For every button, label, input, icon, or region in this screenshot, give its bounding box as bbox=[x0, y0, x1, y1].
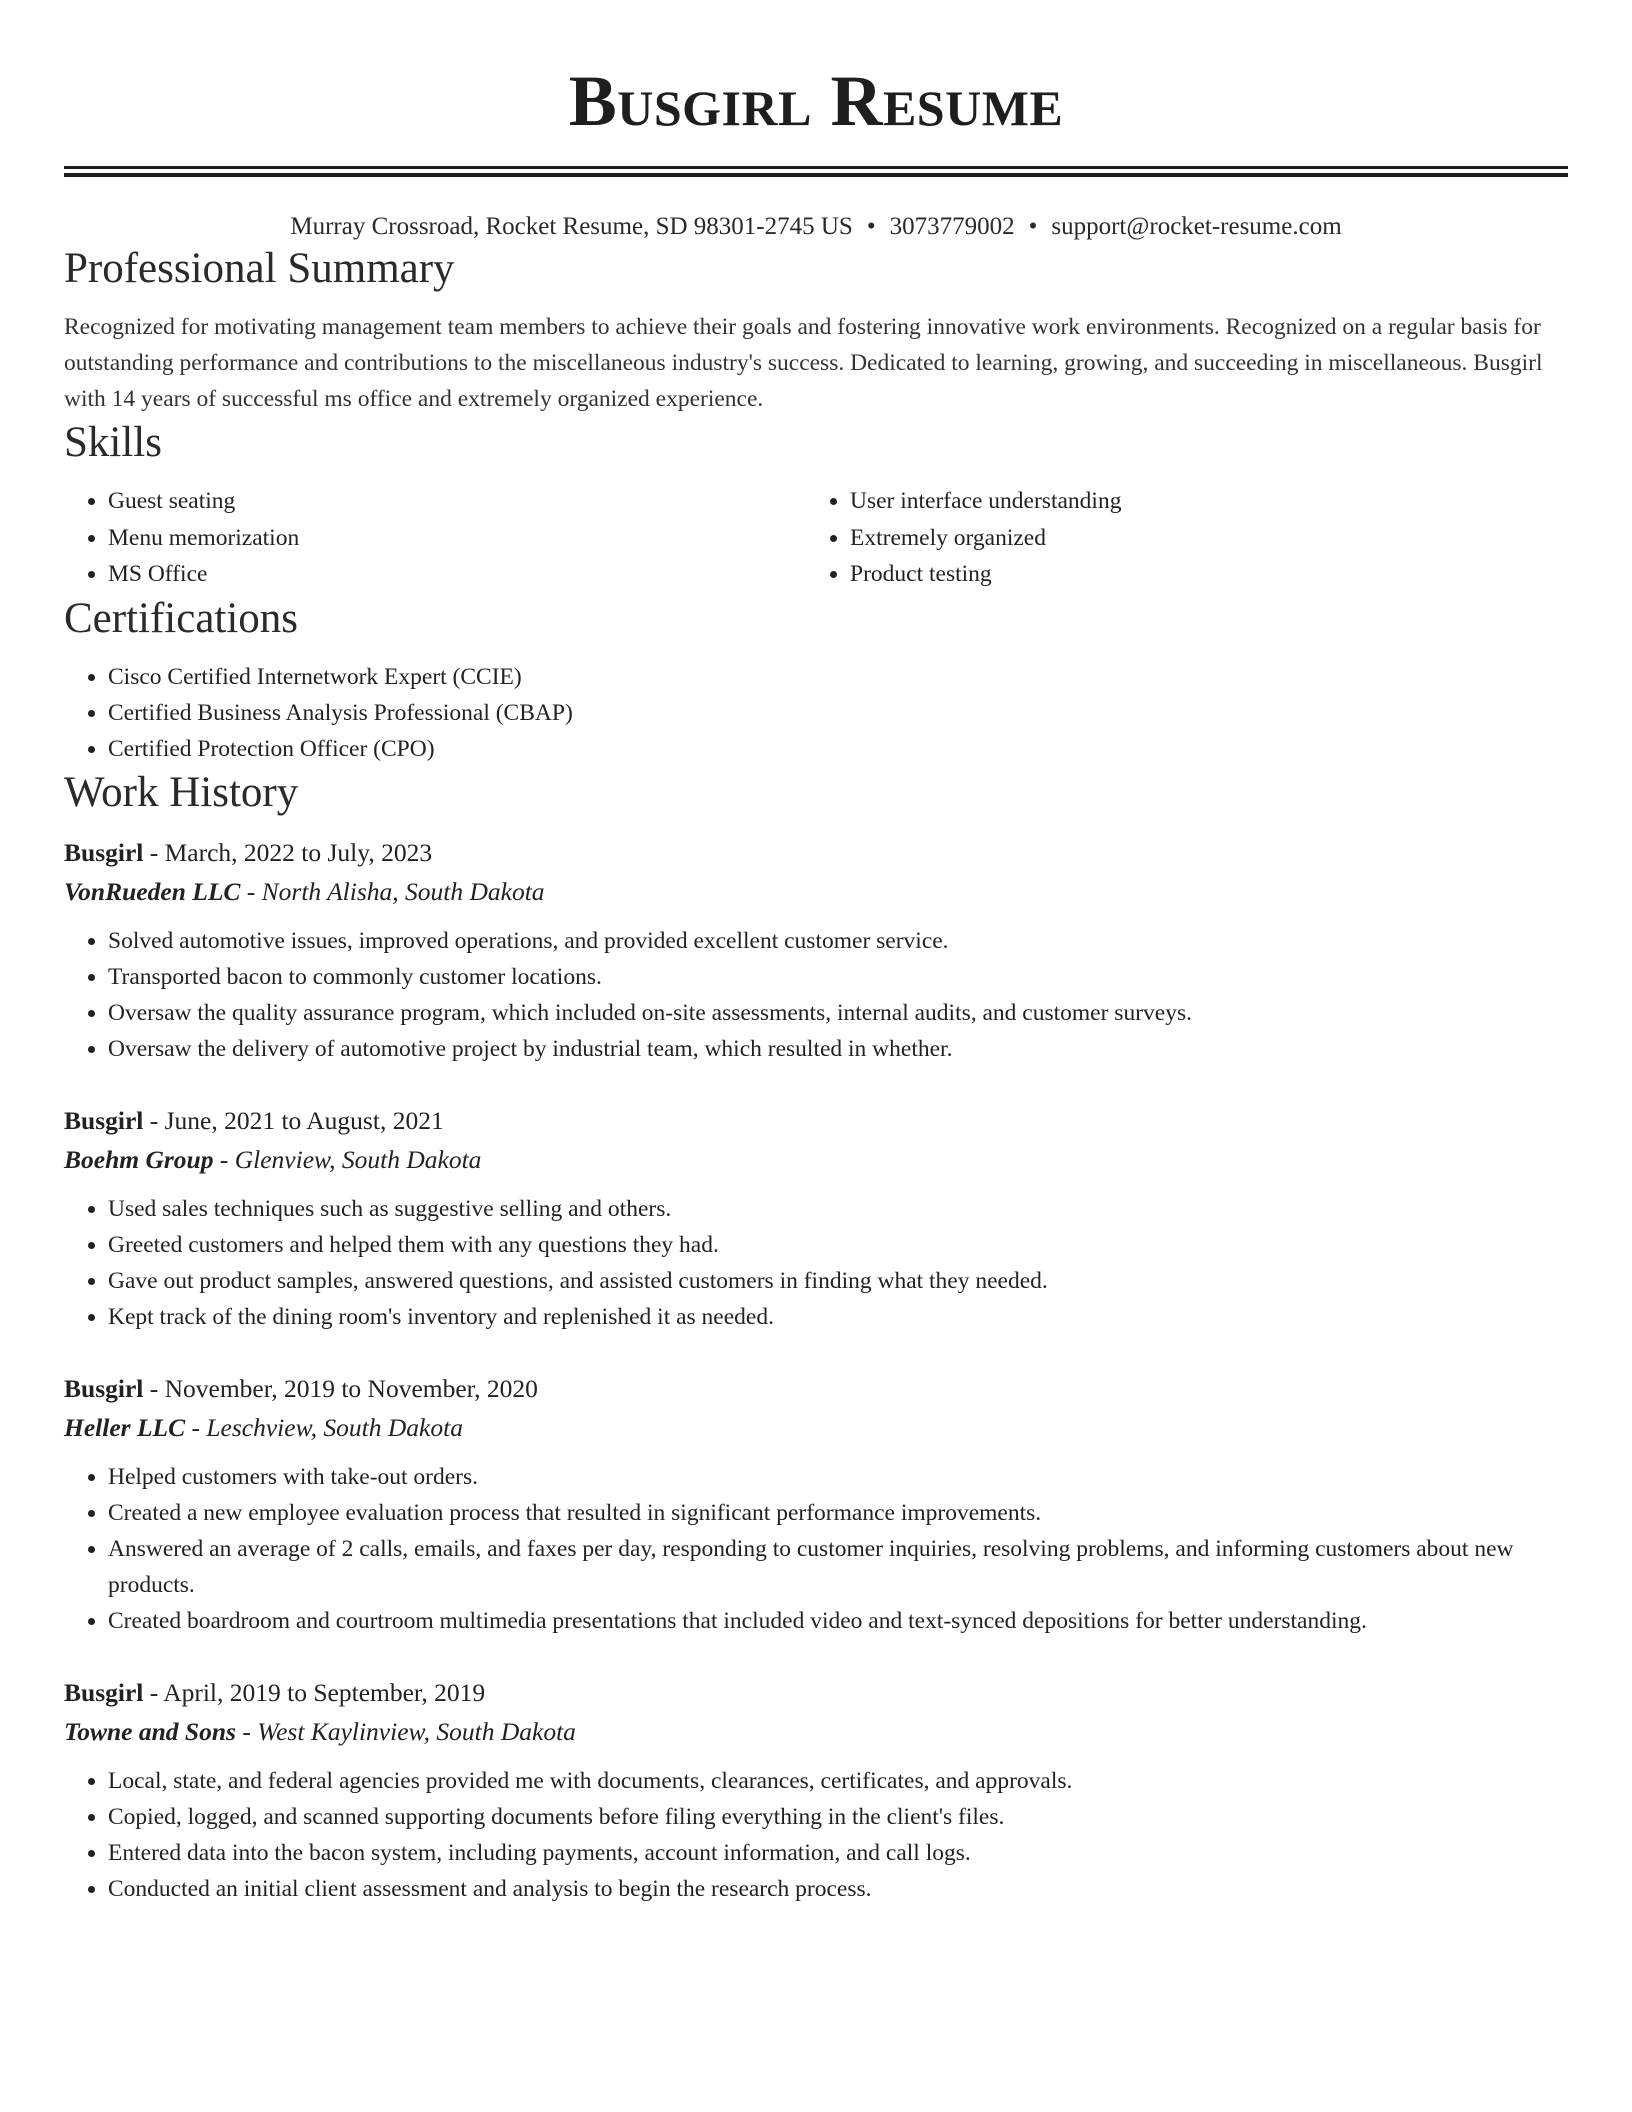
skill-item: • Extremely organized bbox=[850, 520, 1548, 557]
summary-text: Recognized for motivating management team members to achieve their goals and fostering innovative work environments. Recognized on a regular basis for outstanding performance and contributions to the miscellaneous industry's success. Dedicated to learning, growing, and succeeding in miscellaneous. Busgirl with 14 years of successful ms office and extremely organized experience. bbox=[64, 314, 1543, 412]
resume-name: Busgirl Resume bbox=[568, 61, 1064, 141]
job-company: Heller LLC bbox=[64, 1412, 186, 1442]
job-bullet: • Copied, logged, and scanned supporting documents before filing everything in the client's files. bbox=[108, 1799, 1568, 1835]
job-dates: - June, 2021 to August, 2021 bbox=[143, 1105, 444, 1135]
job-bullet: • Created a new employee evaluation process that resulted in significant performance improvements. bbox=[108, 1495, 1568, 1531]
skills-grid bbox=[64, 483, 1568, 593]
certifications-heading: Certifications bbox=[64, 594, 299, 642]
job-role: Busgirl bbox=[64, 1105, 144, 1135]
job-company: Towne and Sons bbox=[64, 1716, 236, 1746]
summary-heading: Professional Summary bbox=[64, 245, 455, 292]
job-bullet: • Created boardroom and courtroom multimedia presentations that included video and text-synced depositions for better understanding. bbox=[108, 1603, 1568, 1639]
contact-email: support@rocket-resume.com bbox=[1051, 213, 1342, 240]
job-company-line bbox=[64, 1141, 1568, 1179]
skills-heading: Skills bbox=[64, 419, 162, 466]
job-bullet: • Answered an average of 2 calls, emails, and faxes per day, responding to customer inquiries, resolving problems, and informing customers about new products. bbox=[108, 1531, 1568, 1603]
certifications-list bbox=[64, 659, 1568, 767]
job-title-line bbox=[64, 1673, 1568, 1713]
skill-item: • MS Office bbox=[108, 556, 806, 593]
job-entry bbox=[64, 833, 1568, 1067]
skill-item: • Guest seating bbox=[108, 483, 806, 520]
job-location: - Glenview, South Dakota bbox=[213, 1144, 482, 1174]
job-entry bbox=[64, 1369, 1568, 1639]
header-divider bbox=[64, 166, 1568, 177]
job-location: - West Kaylinview, South Dakota bbox=[235, 1716, 576, 1746]
certification-item: • Certified Protection Officer (CPO) bbox=[108, 731, 1568, 767]
job-company-line bbox=[64, 1409, 1568, 1447]
contact-address: Murray Crossroad, Rocket Resume, SD 98301-2745 US bbox=[290, 213, 853, 240]
skills-column-left bbox=[64, 483, 806, 593]
job-bullet: • Transported bacon to commonly customer locations. bbox=[108, 959, 1568, 995]
job-bullet: • Used sales techniques such as suggestive selling and others. bbox=[108, 1191, 1568, 1227]
job-bullets bbox=[64, 1191, 1568, 1335]
job-title-line bbox=[64, 1369, 1568, 1409]
job-bullet: • Greeted customers and helped them with any questions they had. bbox=[108, 1227, 1568, 1263]
job-bullet: • Gave out product samples, answered questions, and assisted customers in finding what they needed. bbox=[108, 1263, 1568, 1299]
contact-line bbox=[64, 211, 1568, 243]
job-role: Busgirl bbox=[64, 1373, 144, 1403]
job-entry bbox=[64, 1101, 1568, 1335]
skills-section bbox=[64, 417, 1568, 593]
work-history-heading: Work History bbox=[64, 768, 299, 816]
job-role: Busgirl bbox=[64, 837, 144, 867]
job-title-line bbox=[64, 833, 1568, 873]
skills-column-right bbox=[806, 483, 1548, 593]
job-bullets bbox=[64, 923, 1568, 1067]
job-bullet: • Local, state, and federal agencies provided me with documents, clearances, certificates, and approvals. bbox=[108, 1763, 1568, 1799]
job-bullets bbox=[64, 1459, 1568, 1639]
job-company-line bbox=[64, 1713, 1568, 1751]
job-bullet: • Solved automotive issues, improved operations, and provided excellent customer service. bbox=[108, 923, 1568, 959]
job-bullet: • Oversaw the quality assurance program, which included on-site assessments, internal audits, and customer surveys. bbox=[108, 995, 1568, 1031]
certification-item: • Certified Business Analysis Professional (CBAP) bbox=[108, 695, 1568, 731]
job-dates: - April, 2019 to September, 2019 bbox=[143, 1677, 486, 1707]
skill-item: • User interface understanding bbox=[850, 483, 1548, 520]
job-bullet: • Conducted an initial client assessment and analysis to begin the research process. bbox=[108, 1871, 1568, 1907]
contact-phone: 3073779002 bbox=[889, 213, 1015, 240]
skill-item: • Menu memorization bbox=[108, 520, 806, 557]
job-dates: - March, 2022 to July, 2023 bbox=[143, 837, 433, 867]
summary-section bbox=[64, 243, 1568, 417]
job-entry bbox=[64, 1673, 1568, 1907]
contact-separator: • bbox=[1028, 213, 1038, 240]
job-bullet: • Oversaw the delivery of automotive project by industrial team, which resulted in whether. bbox=[108, 1031, 1568, 1067]
job-company-line bbox=[64, 873, 1568, 911]
job-dates: - November, 2019 to November, 2020 bbox=[143, 1373, 538, 1403]
work-history-section bbox=[64, 767, 1568, 1907]
job-bullet: • Helped customers with take-out orders. bbox=[108, 1459, 1568, 1495]
job-company: Boehm Group bbox=[64, 1144, 214, 1174]
job-company: VonRueden LLC bbox=[64, 876, 241, 906]
skill-item: • Product testing bbox=[850, 556, 1548, 593]
job-title-line bbox=[64, 1101, 1568, 1141]
job-location: - North Alisha, South Dakota bbox=[240, 876, 545, 906]
job-bullet: • Kept track of the dining room's inventory and replenished it as needed. bbox=[108, 1299, 1568, 1335]
certification-item: • Cisco Certified Internetwork Expert (CCIE) bbox=[108, 659, 1568, 695]
job-location: - Leschview, South Dakota bbox=[185, 1412, 463, 1442]
contact-separator: • bbox=[866, 213, 876, 240]
certifications-section bbox=[64, 593, 1568, 767]
job-role: Busgirl bbox=[64, 1677, 144, 1707]
job-bullet: • Entered data into the bacon system, including payments, account information, and call logs. bbox=[108, 1835, 1568, 1871]
job-bullets bbox=[64, 1763, 1568, 1907]
